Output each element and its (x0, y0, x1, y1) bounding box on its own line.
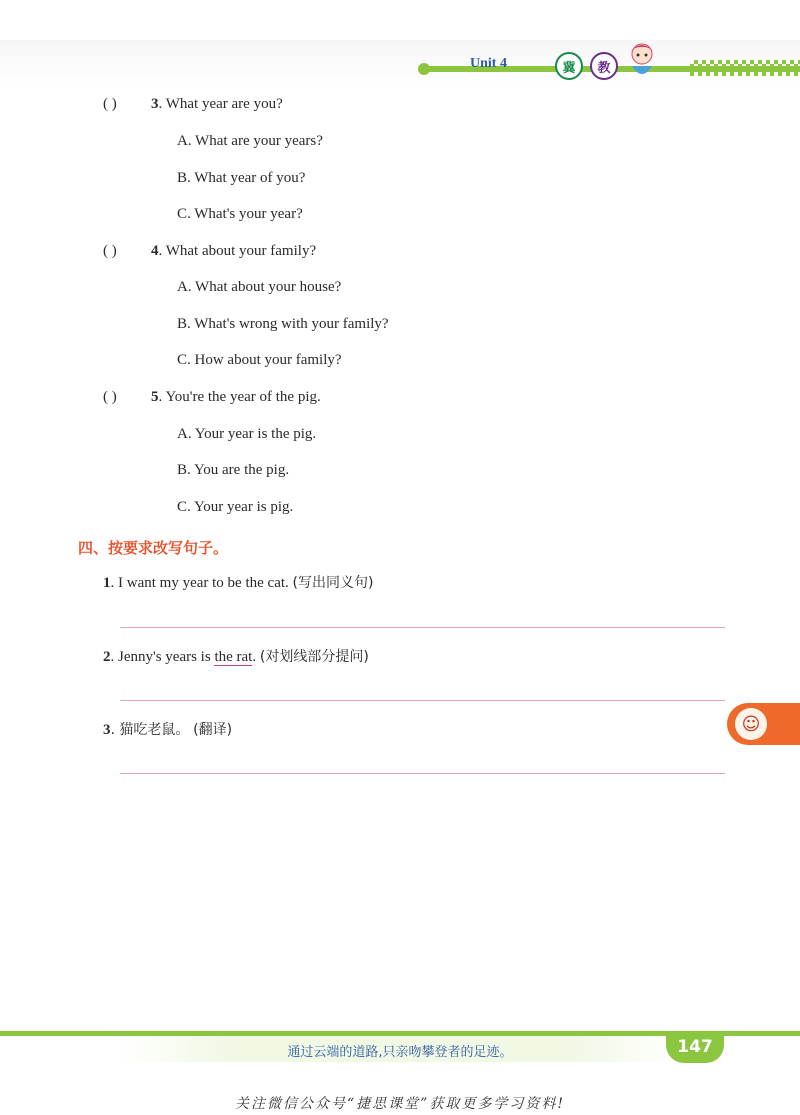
item-instruction: (对划线部分提问) (259, 649, 369, 665)
option-b: B. What's wrong with your family? (177, 316, 389, 332)
answer-parenthesis: ( ) (103, 389, 117, 405)
option-c: C. How about your family? (177, 352, 342, 368)
question-number: 4 (151, 243, 159, 259)
item-number: 1 (103, 575, 111, 591)
publisher-badge-ji: 冀 (555, 52, 583, 80)
question-number: 5 (151, 389, 159, 405)
footer-motto: 通过云端的道路,只亲吻攀登者的足迹。 (287, 1045, 513, 1060)
publisher-badge-jiao: 教 (590, 52, 618, 80)
item-text-end: . (252, 649, 257, 665)
answer-line[interactable] (120, 773, 725, 774)
option-a: A. What about your house? (177, 279, 342, 295)
answer-line[interactable] (120, 700, 725, 701)
header-band (0, 40, 800, 86)
answer-parenthesis: ( ) (103, 243, 117, 259)
question-prompt: . You're the year of the pig. (158, 389, 321, 405)
option-b: B. What year of you? (177, 170, 306, 186)
section-title: 四、按要求改写句子。 (78, 539, 229, 557)
item-number: 3 (103, 722, 111, 738)
item-text: . 猫吃老鼠。 (110, 722, 190, 738)
item-text: . Jenny's years is (110, 649, 215, 665)
rewrite-item-2 (103, 646, 369, 666)
answer-parenthesis: ( ) (103, 96, 117, 112)
side-tab (727, 703, 800, 745)
rewrite-item-1 (103, 572, 373, 592)
option-a: A. What are your years? (177, 133, 323, 149)
option-a: A. Your year is the pig. (177, 426, 317, 442)
header-checker-pattern (690, 60, 800, 76)
item-text: . I want my year to be the cat. (110, 575, 289, 591)
cat-face-icon: ☺ (735, 708, 767, 740)
option-c: C. Your year is pig. (177, 499, 294, 515)
page-number: 147 (666, 1031, 724, 1063)
header-line-end (418, 63, 430, 75)
item-number: 2 (103, 649, 111, 665)
watermark-text: 关注微信公众号“捷思课堂”获取更多学习资料! (235, 1096, 565, 1112)
answer-line[interactable] (120, 627, 725, 628)
question-prompt: . What about your family? (158, 243, 317, 259)
item-instruction: (翻译) (193, 722, 233, 738)
option-c: C. What's your year? (177, 206, 303, 222)
girl-mascot-icon (618, 38, 668, 82)
item-instruction: (写出同义句) (292, 575, 374, 591)
question-prompt: . What year are you? (158, 96, 283, 112)
question-number: 3 (151, 96, 159, 112)
option-b: B. You are the pig. (177, 462, 290, 478)
underlined-phrase: the rat (214, 649, 253, 665)
unit-label: Unit 4 (470, 56, 507, 71)
rewrite-item-3 (103, 719, 232, 739)
